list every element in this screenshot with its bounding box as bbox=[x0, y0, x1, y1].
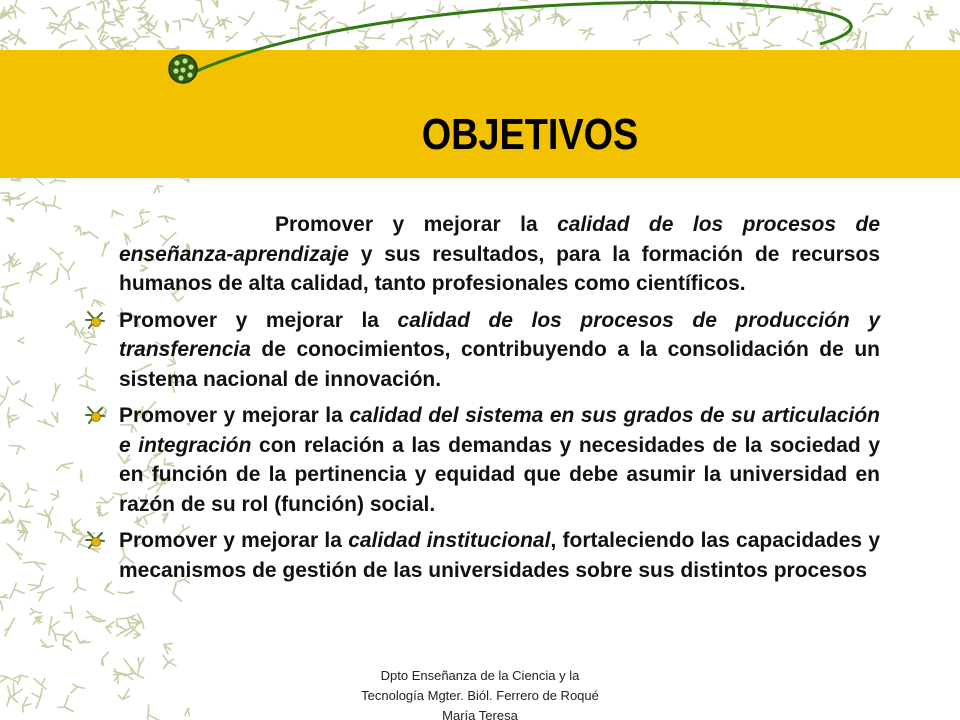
sunburst-bullet-icon bbox=[84, 309, 106, 331]
paragraph-text: Promover y mejorar la bbox=[119, 529, 349, 552]
pattern-glyph bbox=[71, 684, 85, 693]
pattern-glyph bbox=[106, 622, 114, 634]
pattern-glyph bbox=[10, 583, 24, 598]
pattern-glyph bbox=[51, 490, 58, 500]
pattern-glyph bbox=[20, 393, 33, 406]
pattern-glyph bbox=[7, 377, 20, 385]
pattern-glyph bbox=[41, 640, 54, 647]
paragraph-text: Promover y mejorar la bbox=[119, 404, 350, 427]
pattern-glyph bbox=[147, 705, 159, 720]
pattern-glyph bbox=[114, 669, 118, 684]
footer-line: María Teresa bbox=[442, 708, 518, 720]
pattern-glyph bbox=[51, 268, 58, 284]
pattern-glyph bbox=[23, 697, 32, 712]
pattern-glyph bbox=[154, 186, 163, 193]
pattern-glyph bbox=[18, 526, 25, 540]
objective-paragraph bbox=[84, 526, 880, 585]
pattern-glyph bbox=[18, 338, 24, 344]
pattern-glyph bbox=[7, 544, 22, 559]
pattern-glyph bbox=[132, 627, 141, 638]
pattern-glyph bbox=[53, 384, 60, 401]
pattern-glyph bbox=[34, 679, 46, 690]
pattern-glyph bbox=[8, 408, 17, 420]
pattern-glyph bbox=[102, 652, 109, 666]
paragraph-text: con relación a las demandas y necesidades de la sociedad y en función de la pertinencia y equidad que debe asumir la universidad en razón de su rol (función) social. bbox=[119, 433, 880, 516]
objective-paragraph bbox=[84, 306, 880, 395]
pattern-glyph bbox=[75, 633, 90, 643]
pattern-glyph bbox=[38, 587, 54, 601]
pattern-glyph bbox=[38, 507, 53, 517]
swoosh-decoration bbox=[0, 0, 960, 120]
pattern-glyph bbox=[118, 689, 129, 699]
slide-title: OBJETIVOS bbox=[421, 110, 639, 159]
pattern-glyph bbox=[64, 606, 73, 618]
pattern-glyph bbox=[4, 293, 11, 305]
emphasis-text: calidad de los procesos de producción y transferencia bbox=[119, 308, 881, 361]
green-orb-icon bbox=[169, 55, 197, 83]
pattern-glyph bbox=[0, 494, 5, 503]
paragraph-text: Promover y mejorar la bbox=[119, 308, 398, 332]
footer-line: Tecnología Mgter. Biól. Ferrero de Roqué bbox=[361, 688, 599, 703]
sunburst-bullet-icon bbox=[84, 404, 106, 426]
objective-paragraph bbox=[84, 210, 880, 299]
pattern-glyph bbox=[74, 226, 81, 235]
pattern-glyph bbox=[2, 283, 19, 291]
pattern-glyph bbox=[5, 618, 15, 636]
pattern-glyph bbox=[0, 595, 8, 598]
pattern-glyph bbox=[60, 262, 74, 280]
objective-paragraph bbox=[84, 401, 880, 519]
pattern-glyph bbox=[163, 655, 168, 667]
pattern-glyph bbox=[0, 675, 17, 683]
pattern-glyph bbox=[52, 412, 58, 422]
pattern-glyph bbox=[124, 673, 144, 678]
pattern-glyph bbox=[19, 499, 33, 507]
pattern-glyph bbox=[32, 689, 42, 709]
pattern-glyph bbox=[185, 706, 190, 717]
paragraph-text: , fortaleciendo las capacidades y mecanismos de gestión de las universidades sobre sus distintos procesos bbox=[119, 529, 880, 582]
pattern-glyph bbox=[138, 658, 144, 674]
pattern-glyph bbox=[57, 463, 74, 471]
pattern-glyph bbox=[7, 511, 14, 524]
pattern-glyph bbox=[45, 196, 60, 209]
paragraph-text: Promover y mejorar la bbox=[275, 213, 558, 236]
pattern-glyph bbox=[164, 644, 172, 654]
pattern-glyph bbox=[124, 659, 136, 674]
slide-body bbox=[84, 210, 880, 592]
pattern-glyph bbox=[1, 387, 9, 405]
pattern-glyph bbox=[8, 218, 14, 222]
pattern-glyph bbox=[9, 446, 24, 454]
slide-footer bbox=[330, 666, 630, 720]
pattern-glyph bbox=[29, 576, 43, 591]
pattern-glyph bbox=[58, 696, 73, 712]
emphasis-text: calidad de los procesos de enseñanza-aprendizaje bbox=[119, 213, 880, 266]
swoosh-arc bbox=[190, 3, 851, 74]
pattern-glyph bbox=[63, 631, 72, 642]
sunburst-bullet-icon bbox=[84, 529, 106, 551]
pattern-glyph bbox=[12, 259, 21, 267]
pattern-glyph bbox=[117, 620, 127, 630]
footer-line: Dpto Enseñanza de la Ciencia y la bbox=[380, 668, 580, 683]
paragraph-text: de conocimientos, contribuyendo a la consolidación de un sistema nacional de innovación. bbox=[119, 338, 880, 391]
pattern-glyph bbox=[117, 615, 135, 626]
pattern-glyph bbox=[55, 532, 71, 542]
emphasis-text: calidad institucional bbox=[348, 529, 551, 552]
paragraph-text: y sus resultados, para la formación de recursos humanos de alta calidad, tanto profesionales como científicos. bbox=[119, 242, 880, 295]
emphasis-text: calidad del sistema en sus grados de su articulación e integración bbox=[119, 404, 880, 457]
pattern-glyph bbox=[50, 248, 63, 260]
pattern-glyph bbox=[36, 201, 46, 211]
pattern-glyph bbox=[38, 419, 53, 426]
pattern-glyph bbox=[80, 470, 81, 482]
pattern-glyph bbox=[30, 609, 42, 615]
pattern-glyph bbox=[25, 483, 36, 493]
pattern-glyph bbox=[24, 562, 46, 570]
